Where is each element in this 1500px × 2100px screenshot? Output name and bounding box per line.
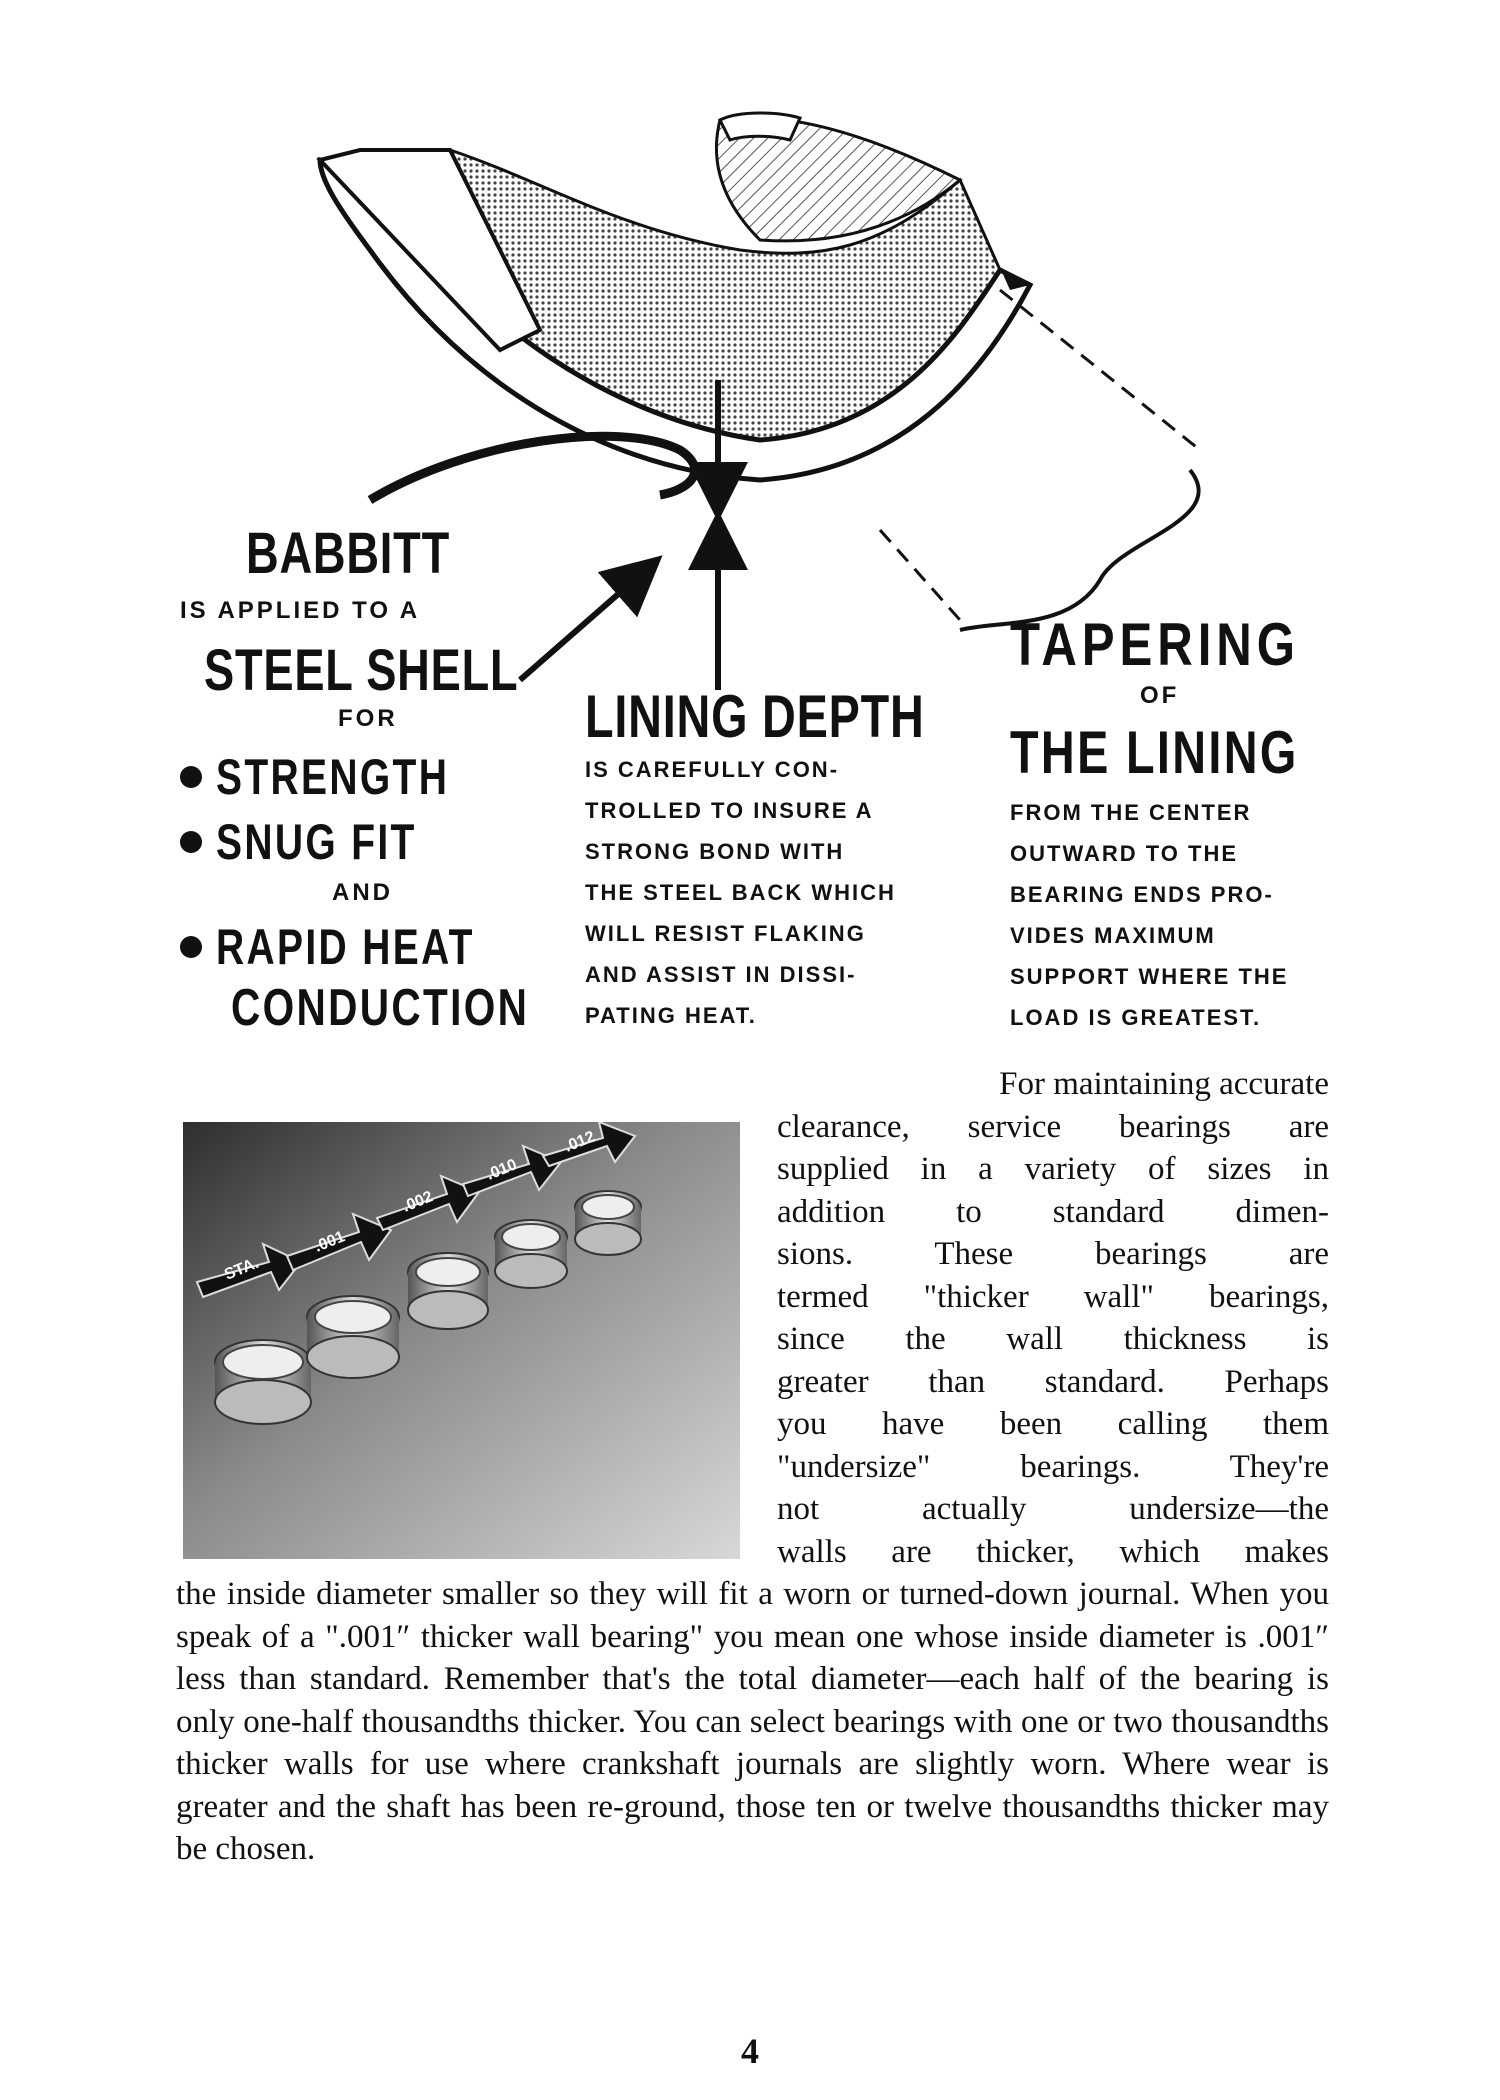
bearing-ring <box>215 1340 311 1424</box>
text-line: supplied in a variety of sizes in <box>777 1151 1329 1187</box>
text-line: WILL RESIST FLAKING <box>585 921 866 946</box>
body-paragraph: the inside diameter smaller so they will fit a worn or turned-down journal. When you speak of a ".001″ thicker wall bearing" you mean one whose inside diameter is .001″ less than standard. Remember that's the total diameter—each half of the bearing is only one-half thousandths thicker. You can select bearings with one or two thousandths thicker walls for use where crankshaft journals are slightly worn. Where wear is greater and the shaft has been re-ground, those ten or twelve thousandths thicker may be chosen. <box>176 1576 1329 1867</box>
text-line: walls are thicker, which makes <box>777 1533 1329 1570</box>
tapering-heading: TAPERING <box>1010 611 1300 678</box>
arrow-label: .001 <box>312 1228 348 1256</box>
text-line: clearance, service bearings are <box>777 1108 1329 1145</box>
text-line: STRONG BOND WITH <box>585 839 845 864</box>
text-line: since the wall thickness is <box>777 1321 1329 1357</box>
tapering-text <box>1010 792 1310 1038</box>
bearing-ring <box>307 1296 399 1378</box>
bearing-ring <box>495 1220 567 1288</box>
text-line: LOAD IS GREATEST. <box>1010 1005 1262 1030</box>
conduction-text: CONDUCTION <box>231 979 530 1037</box>
bullet-label: RAPID HEAT <box>216 919 475 975</box>
lining-depth-text <box>585 749 940 1036</box>
body-text-full <box>176 1573 1329 1871</box>
text-line: THE STEEL BACK WHICH <box>585 880 896 905</box>
text-line: SUPPORT WHERE THE <box>1010 964 1289 989</box>
body-text-wrapped <box>777 1063 1329 1573</box>
bullet-strength <box>180 748 515 806</box>
text-line: FROM THE CENTER <box>1010 800 1252 825</box>
lining-depth-heading: LINING DEPTH <box>585 683 925 750</box>
bullet-label: SNUG FIT <box>216 814 417 870</box>
text-line: addition to standard dimen- <box>777 1193 1329 1230</box>
of-label: OF <box>1140 682 1180 709</box>
arrow-label: .002 <box>400 1188 436 1216</box>
applied-label: IS APPLIED TO A <box>180 597 421 624</box>
bullet-rapid-heat <box>180 918 548 976</box>
bullet-snug-fit <box>180 813 473 871</box>
bullet-icon <box>180 936 202 958</box>
text-line: you have been calling them <box>777 1406 1329 1442</box>
text-line: not actually undersize—the <box>777 1491 1329 1527</box>
text-line: greater than standard. Perhaps <box>777 1363 1329 1400</box>
bullet-label: STRENGTH <box>216 749 450 805</box>
page-number: 4 <box>741 2031 759 2071</box>
text-line: AND ASSIST IN DISSI- <box>585 962 857 987</box>
bearing-ring <box>408 1253 488 1329</box>
and-label: AND <box>332 879 393 906</box>
arrow-label: .012 <box>562 1128 598 1156</box>
bearing-sizes-photo <box>183 1122 740 1559</box>
babbitt-heading: BABBITT <box>246 521 450 586</box>
bullet-icon <box>180 766 202 788</box>
arrow-label: .010 <box>484 1156 520 1184</box>
text-line: termed "thicker wall" bearings, <box>777 1278 1329 1315</box>
arrow-label: STA. <box>222 1254 262 1284</box>
text-line: IS CAREFULLY CON- <box>585 757 840 782</box>
text-line: sions. These bearings are <box>777 1236 1329 1272</box>
text-line: For maintaining accurate <box>999 1066 1329 1102</box>
text-line: OUTWARD TO THE <box>1010 841 1239 866</box>
the-lining-heading: THE LINING <box>1010 719 1299 786</box>
text-line: PATING HEAT. <box>585 1003 757 1028</box>
for-label: FOR <box>338 705 398 732</box>
bullet-icon <box>180 831 202 853</box>
text-line: VIDES MAXIMUM <box>1010 923 1216 948</box>
text-line: TROLLED TO INSURE A <box>585 798 874 823</box>
steel-shell-heading: STEEL SHELL <box>204 638 519 703</box>
text-line: "undersize" bearings. They're <box>777 1448 1329 1485</box>
text-line: BEARING ENDS PRO- <box>1010 882 1274 907</box>
bearing-ring <box>575 1191 641 1255</box>
